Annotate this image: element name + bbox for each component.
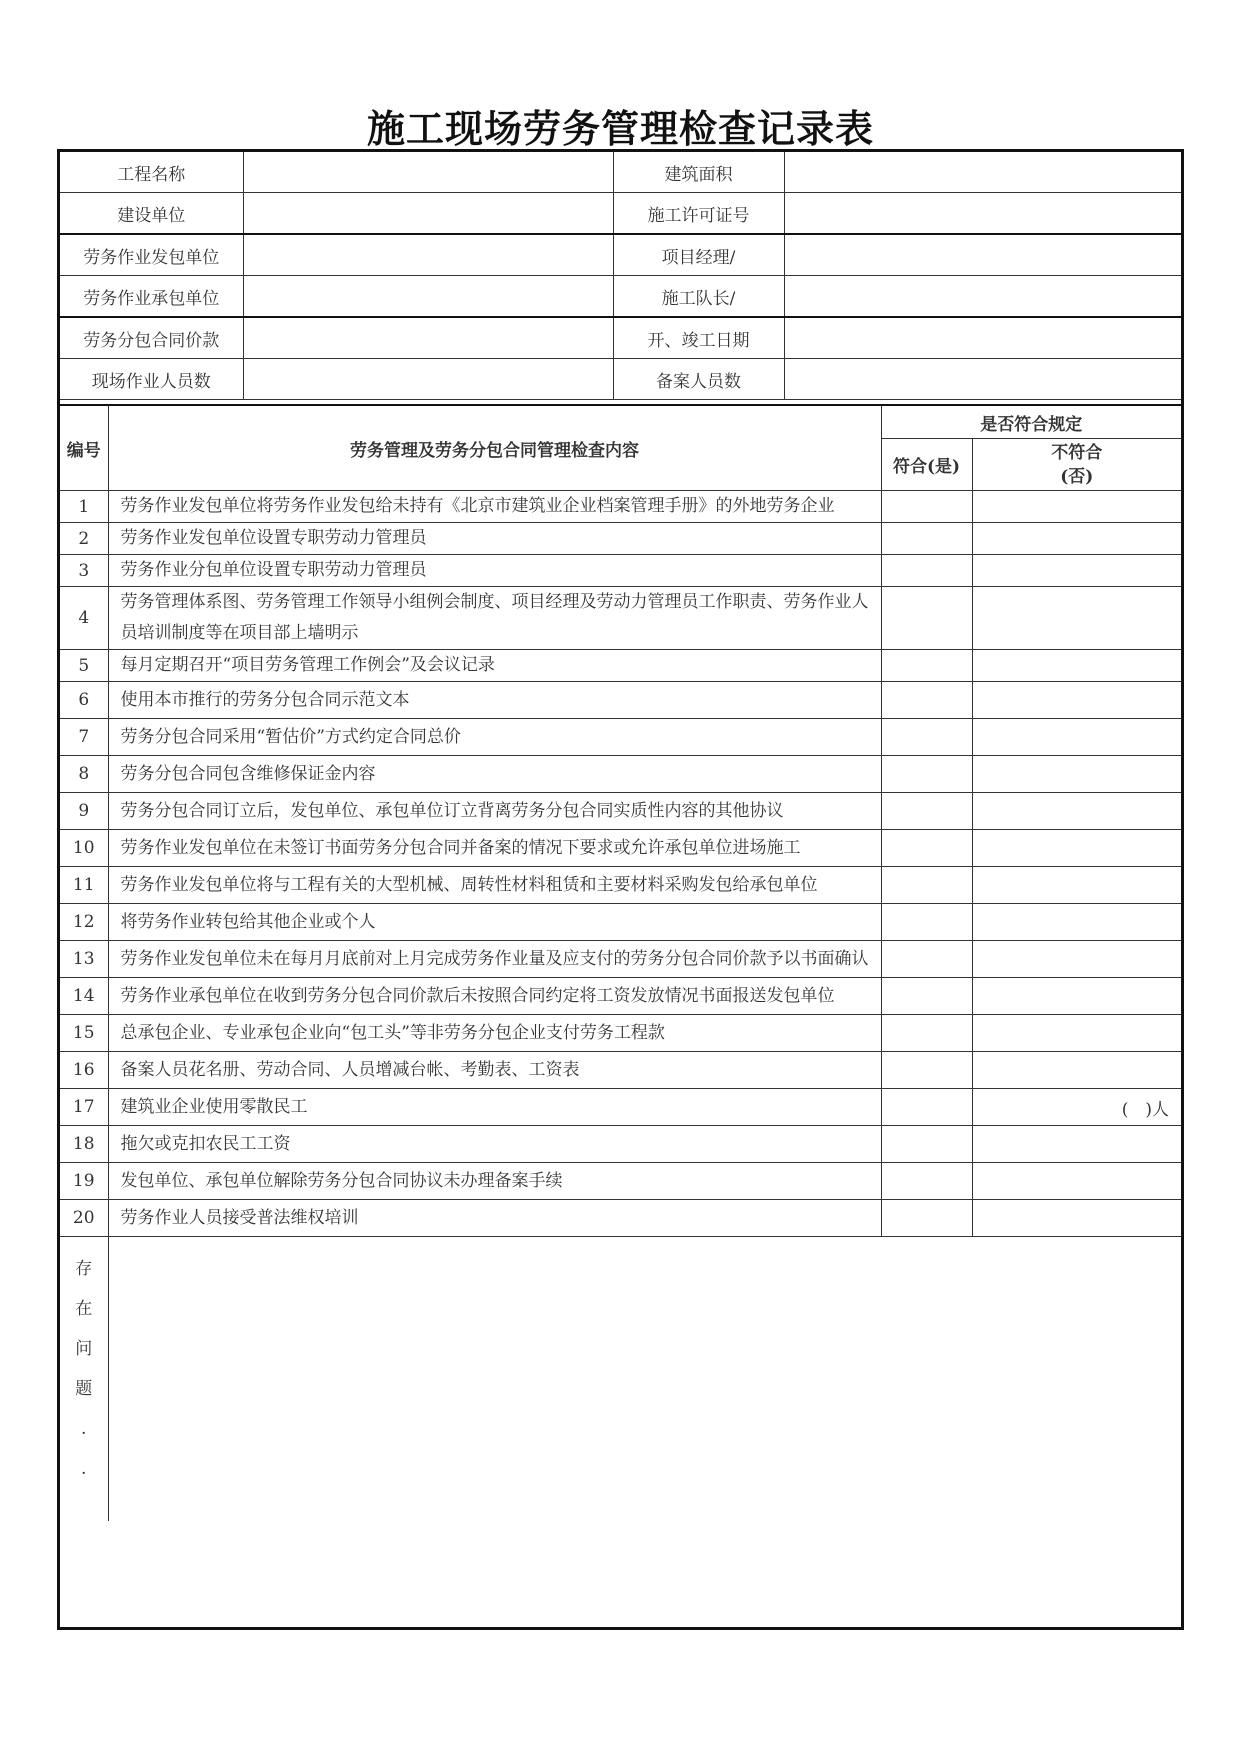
info-label: 建筑面积 [613, 152, 784, 193]
info-value-field[interactable] [243, 152, 613, 193]
item-text: 劳务管理体系图、劳务管理工作领导小组例会制度、项目经理及劳动力管理员工作职责、劳务作业人员培训制度等在项目部上墙明示 [108, 587, 881, 650]
issues-label-char: . [81, 1419, 87, 1439]
checklist-row [60, 830, 1181, 867]
item-text: 劳务作业分包单位设置专职劳动力管理员 [108, 555, 881, 587]
checklist-row [60, 793, 1181, 830]
checklist-row [60, 1163, 1181, 1200]
item-number: 16 [60, 1052, 108, 1089]
project-info-table [60, 152, 1181, 400]
info-label: 建设单位 [60, 193, 243, 235]
info-value-field[interactable] [243, 276, 613, 318]
item-number: 7 [60, 719, 108, 756]
compliant-no-cell[interactable] [972, 523, 1181, 555]
info-label: 工程名称 [60, 152, 243, 193]
checklist-row [60, 756, 1181, 793]
checklist-row [60, 941, 1181, 978]
checklist-row [60, 1126, 1181, 1163]
item-text: 劳务作业发包单位设置专职劳动力管理员 [108, 523, 881, 555]
info-label: 现场作业人员数 [60, 359, 243, 400]
compliant-yes-cell[interactable] [881, 1052, 972, 1089]
compliant-no-cell[interactable] [972, 1163, 1181, 1200]
item-text: 拖欠或克扣农民工工资 [108, 1126, 881, 1163]
item-number: 2 [60, 523, 108, 555]
checklist-row [60, 1015, 1181, 1052]
item-number: 20 [60, 1200, 108, 1237]
info-value-field[interactable] [784, 276, 1181, 318]
compliant-yes-cell[interactable] [881, 793, 972, 830]
compliant-yes-cell[interactable] [881, 1126, 972, 1163]
info-label: 施工队长/ [613, 276, 784, 318]
item-number: 1 [60, 491, 108, 523]
compliant-yes-cell[interactable] [881, 523, 972, 555]
info-value-field[interactable] [784, 152, 1181, 193]
compliant-no-cell[interactable] [972, 682, 1181, 719]
item-number: 17 [60, 1089, 108, 1126]
header-number: 编号 [60, 405, 108, 491]
compliant-no-cell[interactable] [972, 491, 1181, 523]
compliant-yes-cell[interactable] [881, 555, 972, 587]
compliant-yes-cell[interactable] [881, 491, 972, 523]
compliant-no-cell[interactable] [972, 904, 1181, 941]
info-label: 劳务分包合同价款 [60, 317, 243, 359]
item-number: 6 [60, 682, 108, 719]
compliant-yes-cell[interactable] [881, 1015, 972, 1052]
header-compliance: 是否符合规定 [881, 405, 1181, 439]
header-noncompliant-line2: (否) [1060, 466, 1094, 487]
info-label: 项目经理/ [613, 234, 784, 276]
header-noncompliant-line1: 不符合 [1051, 442, 1103, 463]
checklist-row [60, 978, 1181, 1015]
compliant-yes-cell[interactable] [881, 904, 972, 941]
checklist-row [60, 867, 1181, 904]
item-text: 劳务分包合同采用“暂估价”方式约定合同总价 [108, 719, 881, 756]
compliant-yes-cell[interactable] [881, 719, 972, 756]
issues-label-char: 问 [75, 1339, 93, 1359]
compliant-yes-cell[interactable] [881, 1200, 972, 1237]
checklist-row [60, 1052, 1181, 1089]
compliant-no-cell[interactable] [972, 867, 1181, 904]
compliant-no-cell[interactable] [972, 941, 1181, 978]
issues-label-char: 在 [75, 1299, 93, 1319]
item-text: 每月定期召开“项目劳务管理工作例会”及会议记录 [108, 650, 881, 682]
issues-row [60, 1237, 1181, 1522]
item-text: 建筑业企业使用零散民工 [108, 1089, 881, 1126]
checklist-row [60, 555, 1181, 587]
info-value-field[interactable] [243, 234, 613, 276]
header-check-content: 劳务管理及劳务分包合同管理检查内容 [108, 405, 881, 491]
info-value-field[interactable] [784, 317, 1181, 359]
info-value-field[interactable] [243, 359, 613, 400]
compliant-yes-cell[interactable] [881, 1089, 972, 1126]
issues-label [60, 1237, 108, 1522]
item-text: 使用本市推行的劳务分包合同示范文本 [108, 682, 881, 719]
compliant-no-cell[interactable] [972, 756, 1181, 793]
checklist-row [60, 904, 1181, 941]
info-label: 开、竣工日期 [613, 317, 784, 359]
info-row [60, 152, 1181, 193]
checklist-row [60, 1089, 1181, 1126]
issues-label-char: 题 [75, 1379, 93, 1399]
item-text: 劳务作业发包单位将劳务作业发包给未持有《北京市建筑业企业档案管理手册》的外地劳务企业 [108, 491, 881, 523]
item-text: 将劳务作业转包给其他企业或个人 [108, 904, 881, 941]
compliant-yes-cell[interactable] [881, 830, 972, 867]
item-number: 12 [60, 904, 108, 941]
compliant-yes-cell[interactable] [881, 867, 972, 904]
compliant-yes-cell[interactable] [881, 682, 972, 719]
compliant-no-cell[interactable] [972, 719, 1181, 756]
item-number: 5 [60, 650, 108, 682]
compliant-no-cell[interactable] [972, 1015, 1181, 1052]
compliant-no-cell[interactable] [972, 1052, 1181, 1089]
item-number: 8 [60, 756, 108, 793]
document-title: 施工现场劳务管理检查记录表 [366, 106, 874, 151]
item-text: 发包单位、承包单位解除劳务分包合同协议未办理备案手续 [108, 1163, 881, 1200]
compliant-no-cell[interactable] [972, 587, 1181, 650]
compliant-no-cell[interactable] [972, 793, 1181, 830]
info-value-field[interactable] [243, 193, 613, 235]
issues-content-area[interactable] [108, 1237, 1181, 1522]
compliant-no-cell[interactable] [972, 650, 1181, 682]
item-text: 劳务作业发包单位未在每月月底前对上月完成劳务作业量及应支付的劳务分包合同价款予以书面确认 [108, 941, 881, 978]
item-text: 劳务作业发包单位将与工程有关的大型机械、周转性材料租赁和主要材料采购发包给承包单位 [108, 867, 881, 904]
checklist-table [60, 404, 1181, 1521]
compliant-yes-cell[interactable] [881, 650, 972, 682]
compliant-yes-cell[interactable] [881, 941, 972, 978]
compliant-yes-cell[interactable] [881, 978, 972, 1015]
header-compliant-yes: 符合(是) [881, 439, 972, 491]
compliant-yes-cell[interactable] [881, 587, 972, 650]
item-number: 15 [60, 1015, 108, 1052]
checklist-row [60, 587, 1181, 650]
info-row [60, 276, 1181, 318]
checklist-row [60, 491, 1181, 523]
item-text: 劳务分包合同包含维修保证金内容 [108, 756, 881, 793]
item-number: 19 [60, 1163, 108, 1200]
compliant-no-cell[interactable] [972, 830, 1181, 867]
item-number: 3 [60, 555, 108, 587]
header-noncompliant-no [972, 439, 1181, 491]
item-number: 10 [60, 830, 108, 867]
item-text: 劳务分包合同订立后，发包单位、承包单位订立背离劳务分包合同实质性内容的其他协议 [108, 793, 881, 830]
item-text: 劳务作业人员接受普法维权培训 [108, 1200, 881, 1237]
compliant-no-cell[interactable] [972, 555, 1181, 587]
info-row [60, 234, 1181, 276]
item-text: 总承包企业、专业承包企业向“包工头”等非劳务分包企业支付劳务工程款 [108, 1015, 881, 1052]
item-number: 18 [60, 1126, 108, 1163]
item-text: 劳务作业发包单位在未签订书面劳务分包合同并备案的情况下要求或允许承包单位进场施工 [108, 830, 881, 867]
checklist-row [60, 1200, 1181, 1237]
item-text: 劳务作业承包单位在收到劳务分包合同价款后未按照合同约定将工资发放情况书面报送发包单位 [108, 978, 881, 1015]
compliant-no-cell[interactable] [972, 1200, 1181, 1237]
info-label: 施工许可证号 [613, 193, 784, 235]
item-number: 14 [60, 978, 108, 1015]
info-label: 备案人员数 [613, 359, 784, 400]
compliant-yes-cell[interactable] [881, 756, 972, 793]
checklist-row [60, 682, 1181, 719]
item-number: 11 [60, 867, 108, 904]
info-value-field[interactable] [784, 359, 1181, 400]
checklist-row [60, 650, 1181, 682]
item-number: 4 [60, 587, 108, 650]
info-value-field[interactable] [784, 193, 1181, 235]
compliant-no-cell[interactable]: ( )人 [972, 1089, 1181, 1126]
issues-label-char: 存 [75, 1259, 93, 1279]
info-value-field[interactable] [784, 234, 1181, 276]
issues-label-char: . [81, 1459, 87, 1479]
info-row [60, 359, 1181, 400]
checklist-row [60, 523, 1181, 555]
compliant-no-cell[interactable] [972, 978, 1181, 1015]
compliant-no-cell[interactable] [972, 1126, 1181, 1163]
inspection-form [57, 149, 1184, 1630]
checklist-row [60, 719, 1181, 756]
compliant-yes-cell[interactable] [881, 1163, 972, 1200]
info-label: 劳务作业发包单位 [60, 234, 243, 276]
info-row [60, 317, 1181, 359]
item-number: 9 [60, 793, 108, 830]
item-number: 13 [60, 941, 108, 978]
info-row [60, 193, 1181, 235]
item-text: 备案人员花名册、劳动合同、人员增减台帐、考勤表、工资表 [108, 1052, 881, 1089]
info-value-field[interactable] [243, 317, 613, 359]
info-label: 劳务作业承包单位 [60, 276, 243, 318]
